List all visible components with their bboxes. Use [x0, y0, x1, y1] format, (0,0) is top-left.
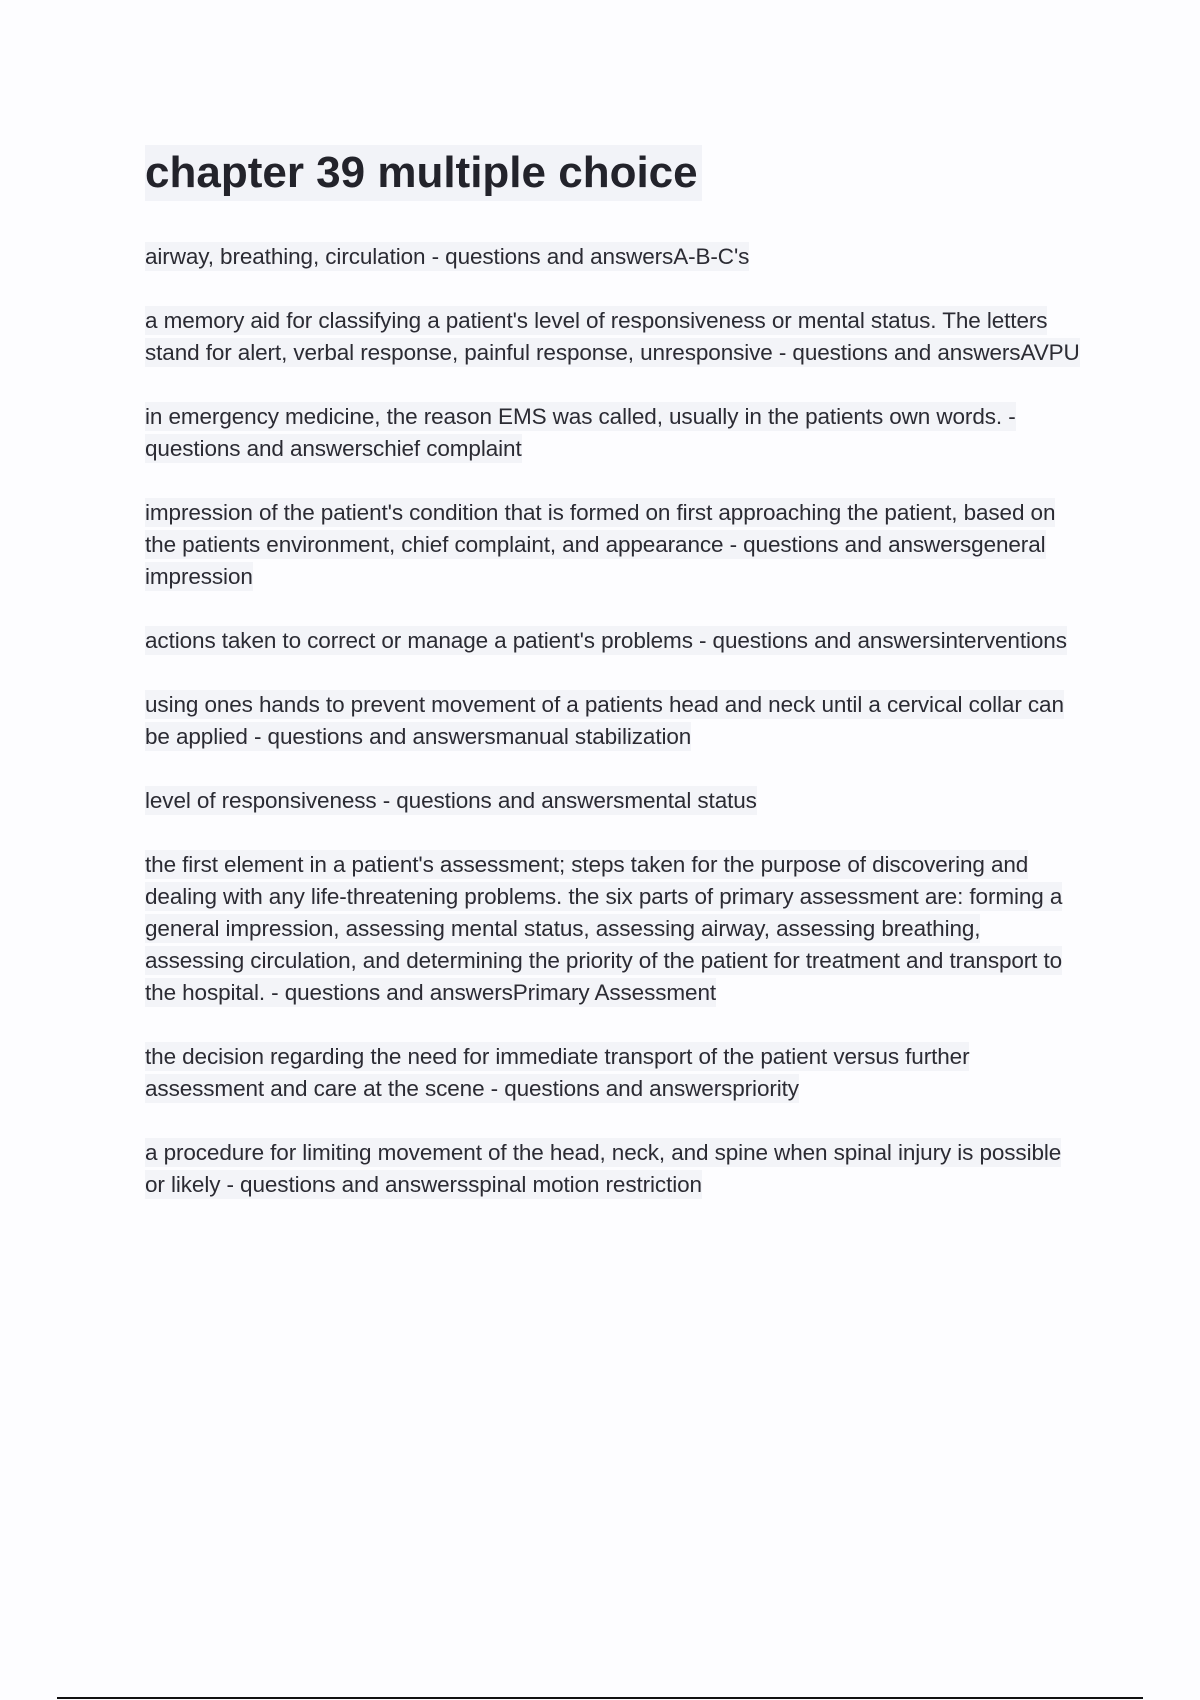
entry-text: actions taken to correct or manage a patient's problems - questions and answersinterventions	[145, 628, 1067, 653]
flashcard-entry	[145, 497, 1085, 593]
flashcard-entry	[145, 625, 1085, 657]
entry-text: using ones hands to prevent movement of a patients head and neck until a cervical collar can be applied - questions and answersmanual stabilization	[145, 692, 1064, 749]
entry-text: a memory aid for classifying a patient's level of responsiveness or mental status. The letters stand for alert, verbal response, painful response, unresponsive - questions and answersAVPU	[145, 308, 1080, 365]
entry-text: the decision regarding the need for immediate transport of the patient versus further assessment and care at the scene - questions and answerspriority	[145, 1044, 970, 1101]
page-title: chapter 39 multiple choice	[145, 145, 702, 201]
entry-text: a procedure for limiting movement of the head, neck, and spine when spinal injury is possible or likely - questions and answersspinal motion restriction	[145, 1140, 1062, 1197]
entry-text: the first element in a patient's assessment; steps taken for the purpose of discovering and dealing with any life-threatening problems. the six parts of primary assessment are: forming a general impression, assessing mental status, assessing airway, assessing breathing, assessing circulation, and determining the priority of the patient for treatment and transport to the hospital. - questions and answersPrimary Assessment	[145, 852, 1063, 1005]
flashcard-entry	[145, 849, 1085, 1009]
entry-text: airway, breathing, circulation - questions and answersA-B-C's	[145, 244, 750, 269]
flashcard-entry	[145, 305, 1085, 369]
document-page	[145, 145, 1085, 1233]
entry-text: in emergency medicine, the reason EMS was called, usually in the patients own words. - questions and answerschief complaint	[145, 404, 1016, 461]
flashcard-entry	[145, 689, 1085, 753]
entry-text: level of responsiveness - questions and answersmental status	[145, 788, 757, 813]
flashcard-entry	[145, 785, 1085, 817]
flashcard-entry	[145, 1041, 1085, 1105]
flashcard-entry	[145, 401, 1085, 465]
entry-text: impression of the patient's condition that is formed on first approaching the patient, based on the patients environment, chief complaint, and appearance - questions and answersgeneral impression	[145, 500, 1056, 589]
flashcard-entry	[145, 1137, 1085, 1201]
footer-divider	[57, 1697, 1143, 1699]
flashcard-entry	[145, 241, 1085, 273]
